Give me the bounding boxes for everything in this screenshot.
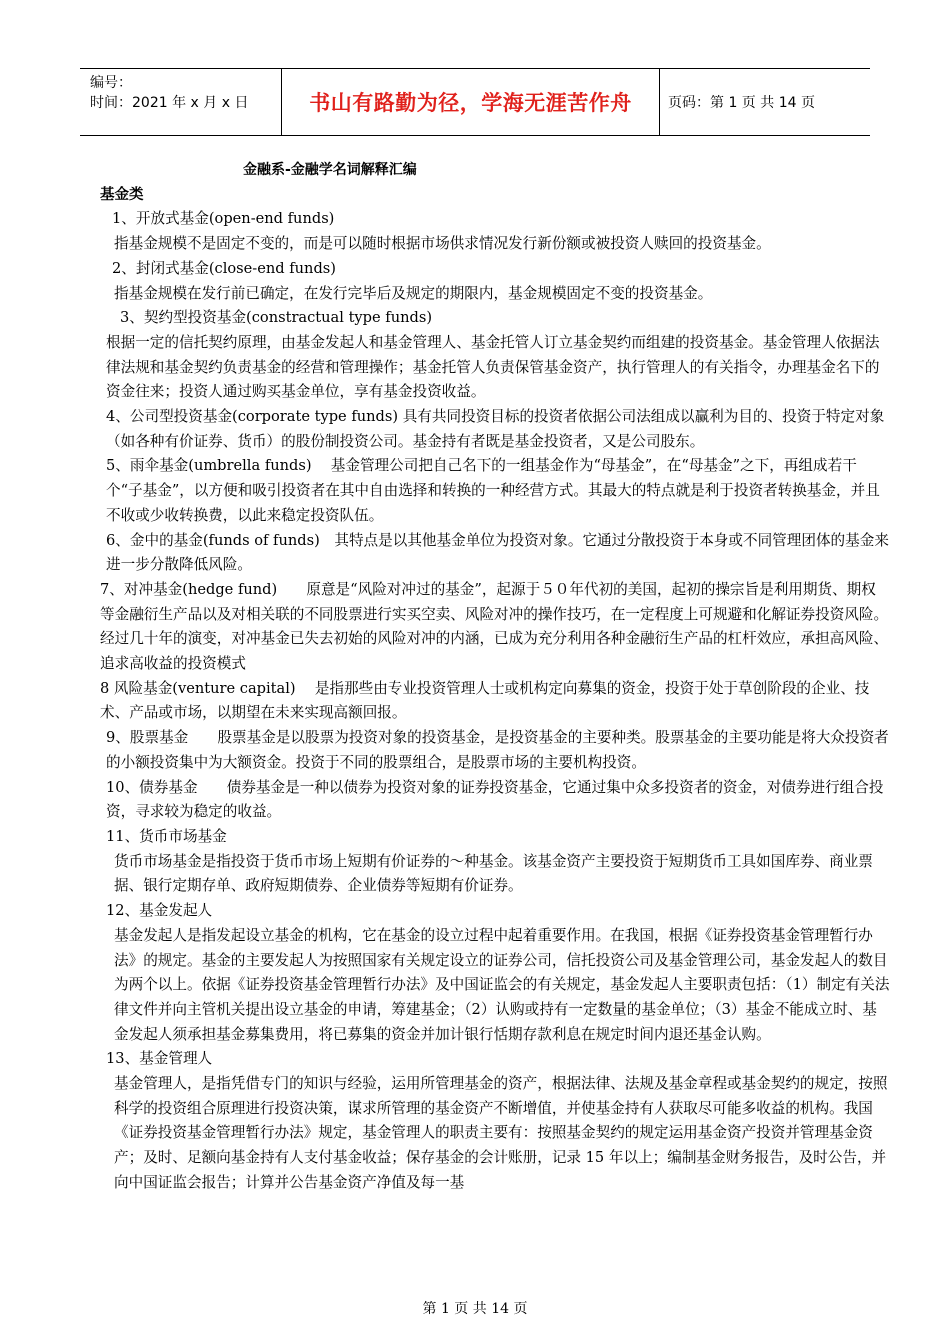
section-heading: 基金类 [100,186,144,203]
paragraph: 货币市场基金是指投资于货币市场上短期有价证券的～种基金。该基金资产主要投资于短期货币工具如国库券、商业票据、银行定期存单、政府短期债券、企业债券等短期有价证券。 [114,852,873,895]
header-motto: 书山有路勤为径，学海无涯苦作舟 [282,69,660,135]
number-label: 编号： [90,75,132,91]
term-heading: 12、基金发起人 [106,902,213,920]
term-heading: 2、封闭式基金(close-end funds) [112,259,336,277]
term-heading: 13、基金管理人 [106,1050,213,1068]
paragraph: 8 风险基金(venture capital) 是指那些由专业投资管理人士或机构定向募集的资金，投资于处于草创阶段的企业、技术、产品或市场，以期望在未来实现高额回报。 [100,679,870,722]
document-title: 金融系-金融学名词解释汇编 [243,162,417,178]
page-header [80,68,870,136]
paragraph: 指基金规模在发行前已确定，在发行完毕后及规定的期限内，基金规模固定不变的投资基金。 [114,284,713,302]
header-page-info: 页码：第 1 页 共 14 页 [668,95,815,111]
term-heading: 3、契约型投资基金(constractual type funds) [120,309,433,327]
page-footer: 第 1 页 共 14 页 [422,1301,528,1317]
paragraph: 指基金规模不是固定不变的，而是可以随时根据市场供求情况发行新份额或被投资人赎回的投资基金。 [114,235,771,253]
paragraph: 基金发起人是指发起设立基金的机构，它在基金的设立过程中起着重要作用。在我国，根据《证券投资基金管理暂行办法》的规定。基金的主要发起人为按照国家有关规定设立的证券公司，信托投资公司及基金管理公司，基金发起人的数目为两个以上。依据《证券投资基金管理暂行办法》及中国证监会的有关规定，基金发起人主要职责包括：（1）制定有关法律文件并向主管机关提出设立基金的申请，筹建基金；（2）认购或持有一定数量的基金单位；（3）基金不能成立时、基金发起人须承担基金募集费用，将已募集的资金并加计银行恬期存款利息在规定时间内退还基金认购。 [114,926,890,1043]
paragraph: 10、债券基金 债券基金是一种以债券为投资对象的证券投资基金，它通过集中众多投资者的资金，对债券进行组合投资，寻求较为稳定的收益。 [106,778,884,821]
paragraph: 5、雨伞基金(umbrella funds) 基金管理公司把自己名下的一组基金作为“母基金”，在“母基金”之下，再组成若干个“子基金”，以方便和吸引投资者在其中自由选择和转换的一种经营方式。其最大的特点就是利于投资者转换基金，并且不收或少收转换费，以此来稳定投资队伍。 [106,457,880,524]
header-meta [80,69,282,135]
term-heading: 1、开放式基金(open-end funds) [112,210,335,228]
paragraph: 根据一定的信托契约原理，由基金发起人和基金管理人、基金托管人订立基金契约而组建的投资基金。基金管理人依据法律法规和基金契约负责基金的经营和管理操作；基金托管人负责保管基金资产，执行管理人的有关指令，办理基金名下的资金往来；投资人通过购买基金单位，享有基金投资收益。 [106,333,880,401]
time-label: 时间：2021 年 x 月 x 日 [90,95,249,111]
paragraph: 6、金中的基金(funds of funds) 其特点是以其他基金单位为投资对象。它通过分散投资于本身或不同管理团体的基金来进一步分散降低风险。 [106,531,889,574]
term-heading: 11、货币市场基金 [106,827,227,845]
document-body [100,158,890,1196]
paragraph: 基金管理人，是指凭借专门的知识与经验，运用所管理基金的资产，根据法律、法规及基金章程或基金契约的规定，按照科学的投资组合原理进行投资决策，谋求所管理的基金资产不断增值，并使基金持有人获取尽可能多收益的机构。我国《证券投资基金管理暂行办法》规定，基金管理人的职责主要有：按照基金契约的规定运用基金资产投资并管理基金资产；及时、足额向基金持有人支付基金收益；保存基金的会计账册，记录 15 年以上；编制基金财务报告，及时公告，并向中国证监会报告；计算并公告基金资产净值及每一基 [114,1075,888,1191]
paragraph: 9、股票基金 股票基金是以股票为投资对象的投资基金，是投资基金的主要种类。股票基金的主要功能是将大众投资者的小额投资集中为大额资金。投资于不同的股票组合，是股票市场的主要机构投资。 [106,729,889,771]
paragraph: 7、对冲基金(hedge fund) 原意是“风险对冲过的基金”，起源于５０年代初的美国，起初的操宗旨是利用期货、期权等金融衍生产品以及对相关联的不同股票进行实买空卖、风险对冲的操作技巧，在一定程度上可规避和化解证券投资风险。经过几十年的演变，对冲基金已失去初始的风险对冲的内涵，已成为充分利用各种金融衍生产品的杠杆效应，承担高风险、追求高收益的投资模式 [100,580,889,673]
paragraph: 4、公司型投资基金(corporate type funds) 具有共同投资目标的投资者依据公司法组成以赢利为目的、投资于特定对象（如各种有价证券、货币）的股份制投资公司。基金持有者既是基金投资者，又是公司股东。 [106,408,885,450]
